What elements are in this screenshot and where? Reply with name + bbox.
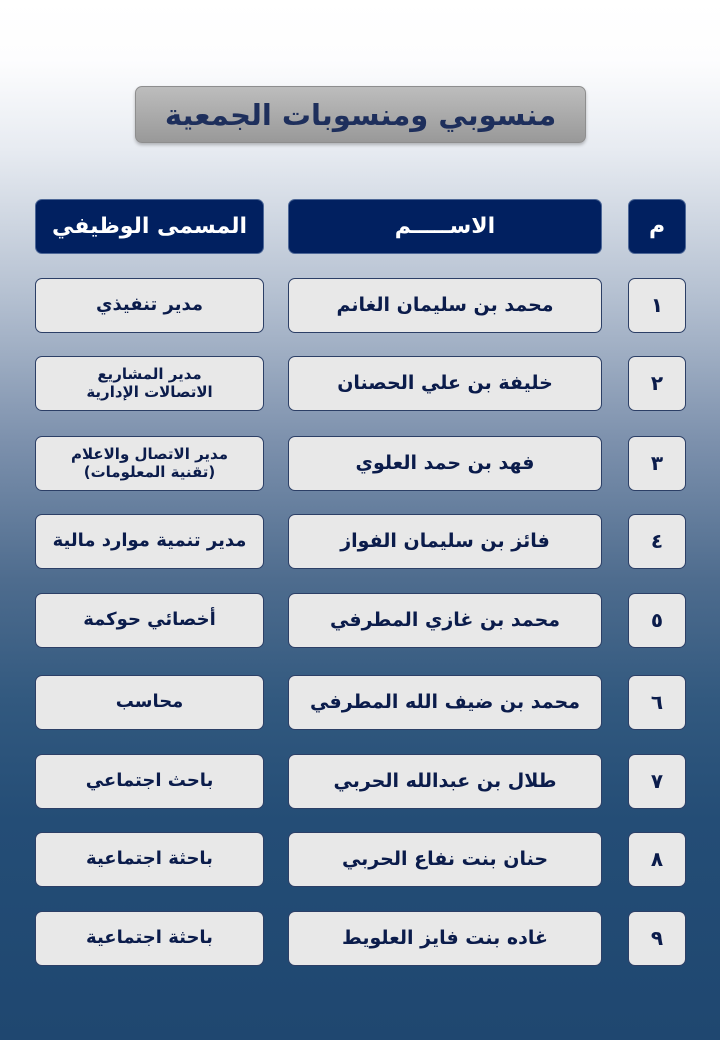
row-5-name: محمد بن غازي المطرفي bbox=[288, 593, 602, 648]
row-6-number: ٦ bbox=[628, 675, 686, 730]
row-6-name: محمد بن ضيف الله المطرفي bbox=[288, 675, 602, 730]
header-name-label: الاســـــم bbox=[394, 214, 496, 239]
row-2-job-line-2: الاتصالات الإدارية bbox=[86, 382, 213, 401]
row-1-name: محمد بن سليمان الغانم bbox=[288, 278, 602, 333]
row-4-number: ٤ bbox=[628, 514, 686, 569]
row-3-number: ٣ bbox=[628, 436, 686, 491]
row-9-number: ٩ bbox=[628, 911, 686, 966]
row-9-name: غاده بنت فايز العلويط bbox=[288, 911, 602, 966]
row-3-job-title bbox=[35, 436, 264, 491]
row-2-job-line-1: مدير المشاريع bbox=[97, 365, 202, 384]
row-4-job-title: مدير تنمية موارد مالية bbox=[35, 514, 264, 569]
row-8-job-title: باحثة اجتماعية bbox=[35, 832, 264, 887]
row-7-name: طلال بن عبدالله الحربي bbox=[288, 754, 602, 809]
row-6-job-title: محاسب bbox=[35, 675, 264, 730]
row-8-name: حنان بنت نفاع الحربي bbox=[288, 832, 602, 887]
header-number bbox=[628, 199, 686, 254]
header-name bbox=[288, 199, 602, 254]
header-job-title bbox=[35, 199, 264, 254]
page-title-text: منسوبي ومنسوبات الجمعية bbox=[164, 97, 557, 132]
row-1-number: ١ bbox=[628, 278, 686, 333]
row-5-job-title: أخصائي حوكمة bbox=[35, 593, 264, 648]
row-3-job-line-1: مدير الاتصال والاعلام bbox=[71, 445, 228, 464]
row-8-number: ٨ bbox=[628, 832, 686, 887]
row-7-number: ٧ bbox=[628, 754, 686, 809]
row-7-job-title: باحث اجتماعي bbox=[35, 754, 264, 809]
page-title bbox=[135, 86, 586, 143]
row-3-name: فهد بن حمد العلوي bbox=[288, 436, 602, 491]
row-1-job-title: مدير تنفيذي bbox=[35, 278, 264, 333]
row-2-number: ٢ bbox=[628, 356, 686, 411]
header-number-label: م bbox=[648, 214, 666, 239]
row-9-job-title: باحثة اجتماعية bbox=[35, 911, 264, 966]
row-2-job-title bbox=[35, 356, 264, 411]
row-4-name: فائز بن سليمان الفواز bbox=[288, 514, 602, 569]
header-job-title-label: المسمى الوظيفي bbox=[52, 214, 247, 239]
row-5-number: ٥ bbox=[628, 593, 686, 648]
row-2-name: خليفة بن علي الحصنان bbox=[288, 356, 602, 411]
row-3-job-line-2: (تقنية المعلومات) bbox=[83, 462, 216, 481]
